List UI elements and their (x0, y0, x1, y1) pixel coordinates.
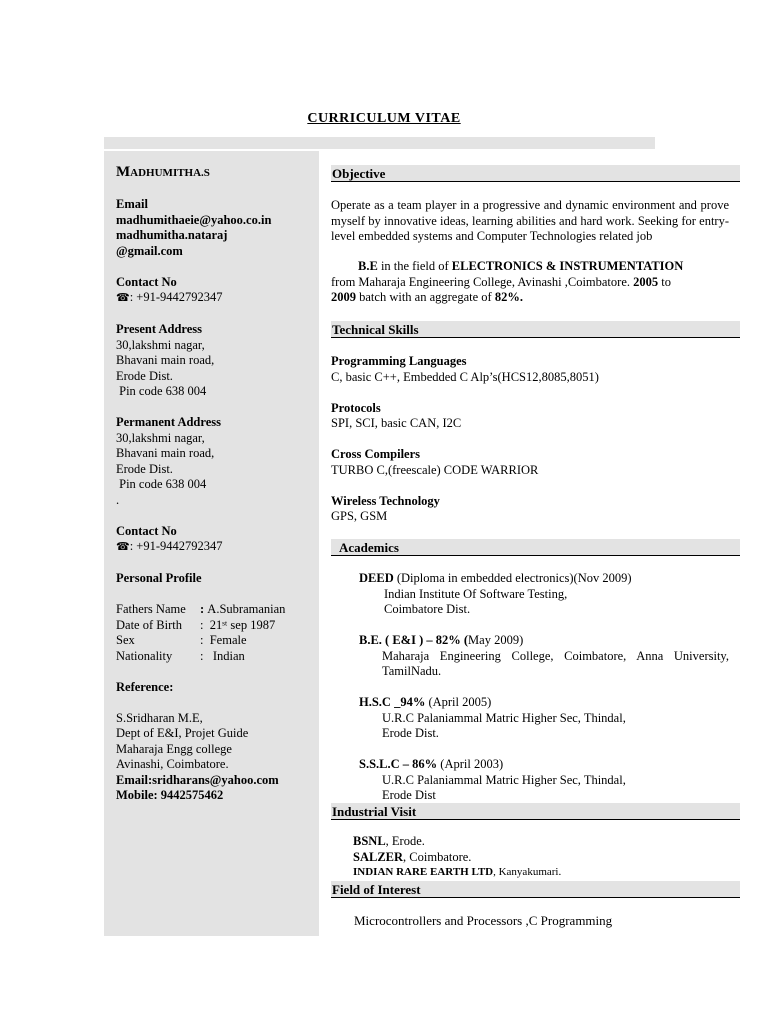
skill-value: GPS, GSM (331, 509, 388, 523)
objective-paragraph: Operate as a team player in a progressive and dynamic environment and prove myself by innovative ideas, learning abilities and hard work. Seeking for entry-level embedded systems and Computer Technologies related job (331, 198, 729, 243)
address-line: 30,lakshmi nagar, (116, 337, 205, 352)
header-shade-bar (104, 137, 655, 149)
reference-line: Dept of E&I, Projet Guide (116, 726, 249, 740)
visit-item: BSNL, Erode. (353, 834, 425, 848)
reference-line: Avinashi, Coimbatore. (116, 757, 229, 771)
objective-heading: Objective (331, 165, 740, 182)
industrial-visit-heading: Industrial Visit (331, 803, 740, 820)
profile-row: Nationality : Indian (116, 648, 245, 663)
academic-entry-deed: DEED (Diploma in embedded electronics)(Nov 2009) (359, 571, 632, 585)
skill-label: Cross Compilers (331, 447, 421, 461)
industrial-visit-list (331, 834, 751, 881)
contact-label: Contact No (116, 274, 177, 289)
academic-entry-be: B.E. ( E&I ) – 82% (May 2009) (359, 633, 524, 647)
address-line: Pin code 638 004 (116, 477, 207, 491)
skill-value: C, basic C++, Embedded C Alp’s(HCS12,8085,8051) (331, 369, 599, 384)
academics-heading: Academics (331, 539, 740, 556)
address-line: Pin code 638 004 (116, 384, 207, 398)
technical-skills-heading: Technical Skills (331, 321, 740, 338)
page-title: CURRICULUM VITAE (307, 111, 461, 126)
reference-line: Maharaja Engg college (116, 741, 232, 756)
skill-label: Programming Languages (331, 354, 467, 368)
academics-list: DEED (Diploma in embedded electronics)(Nov 2009) Indian Institute Of Software Testing, Coimbatore Dist. B.E. ( E&I ) – 82% (May 2009) Maharaja Engineering College, Coimbatore, Anna University, TamilNadu. H.S.C _94% (April 2005) U.R.C Palaniammal Matric Higher Sec, Thindal, Erode Dist. S.S.L.C – 86% (April 2003) U.R.C Palaniammal Matric Higher Sec, Thindal, Erode Dist (331, 571, 729, 804)
address-line: Erode Dist. (116, 461, 173, 476)
reference-mobile: Mobile: 9442575462 (116, 788, 224, 802)
reference-line: S.Sridharan M.E, (116, 710, 203, 725)
email-line: madhumithaeie@yahoo.co.in (116, 212, 272, 227)
field-of-interest-heading: Field of Interest (331, 881, 740, 898)
address-line: 30,lakshmi nagar, (116, 430, 205, 445)
academic-entry-sslc: S.S.L.C – 86% (April 2003) (359, 757, 504, 771)
visit-item: SALZER, Coimbatore. (353, 849, 472, 864)
profile-row: Date of Birth : 21ˢᵗ sep 1987 (116, 617, 276, 632)
visit-item: INDIAN RARE EARTH LTD, Kanyakumari. (353, 866, 562, 878)
email-line: @gmail.com (116, 243, 183, 258)
skill-label: Protocols (331, 400, 381, 415)
permanent-address-label: Permanent Address (116, 415, 221, 429)
skill-value: SPI, SCI, basic CAN, I2C (331, 416, 462, 430)
degree-summary: B.E in the field of ELECTRONICS & INSTRUMENTATION from Maharaja Engineering College, Avinashi ,Coimbatore. 2005 to 2009 batch with an aggregate of 82%. (331, 259, 684, 304)
phone-icon: ☎ (116, 541, 130, 553)
address-line: Erode Dist. (116, 368, 173, 383)
contact-label: Contact No (116, 523, 177, 538)
reference-label: Reference: (116, 679, 174, 694)
skill-label: Wireless Technology (331, 493, 440, 508)
present-address-label: Present Address (116, 322, 202, 336)
address-line: . (116, 492, 120, 507)
profile-row: Fathers Name : A.Subramanian (116, 602, 286, 616)
reference-email: Email:sridharans@yahoo.com (116, 772, 279, 787)
address-line: Bhavani main road, (116, 353, 215, 367)
technical-skills-list (331, 354, 729, 525)
address-line: Bhavani main road, (116, 446, 215, 460)
phone-icon: ☎ (116, 292, 130, 304)
profile-row: Sex : Female (116, 633, 247, 647)
contact-number: ☎: +91-9442792347 (116, 539, 223, 553)
personal-profile-label: Personal Profile (116, 571, 202, 585)
sidebar (116, 165, 316, 804)
field-of-interest-text: Microcontrollers and Processors ,C Programming (354, 913, 613, 928)
contact-number: ☎: +91-9442792347 (116, 290, 223, 304)
academic-entry-hsc: H.S.C _94% (April 2005) (359, 695, 492, 709)
candidate-name: MADHUMITHA.S (116, 164, 210, 180)
skill-value: TURBO C,(freescale) CODE WARRIOR (331, 462, 539, 477)
email-label: Email (116, 197, 148, 211)
email-line: madhumitha.nataraj (116, 228, 228, 242)
